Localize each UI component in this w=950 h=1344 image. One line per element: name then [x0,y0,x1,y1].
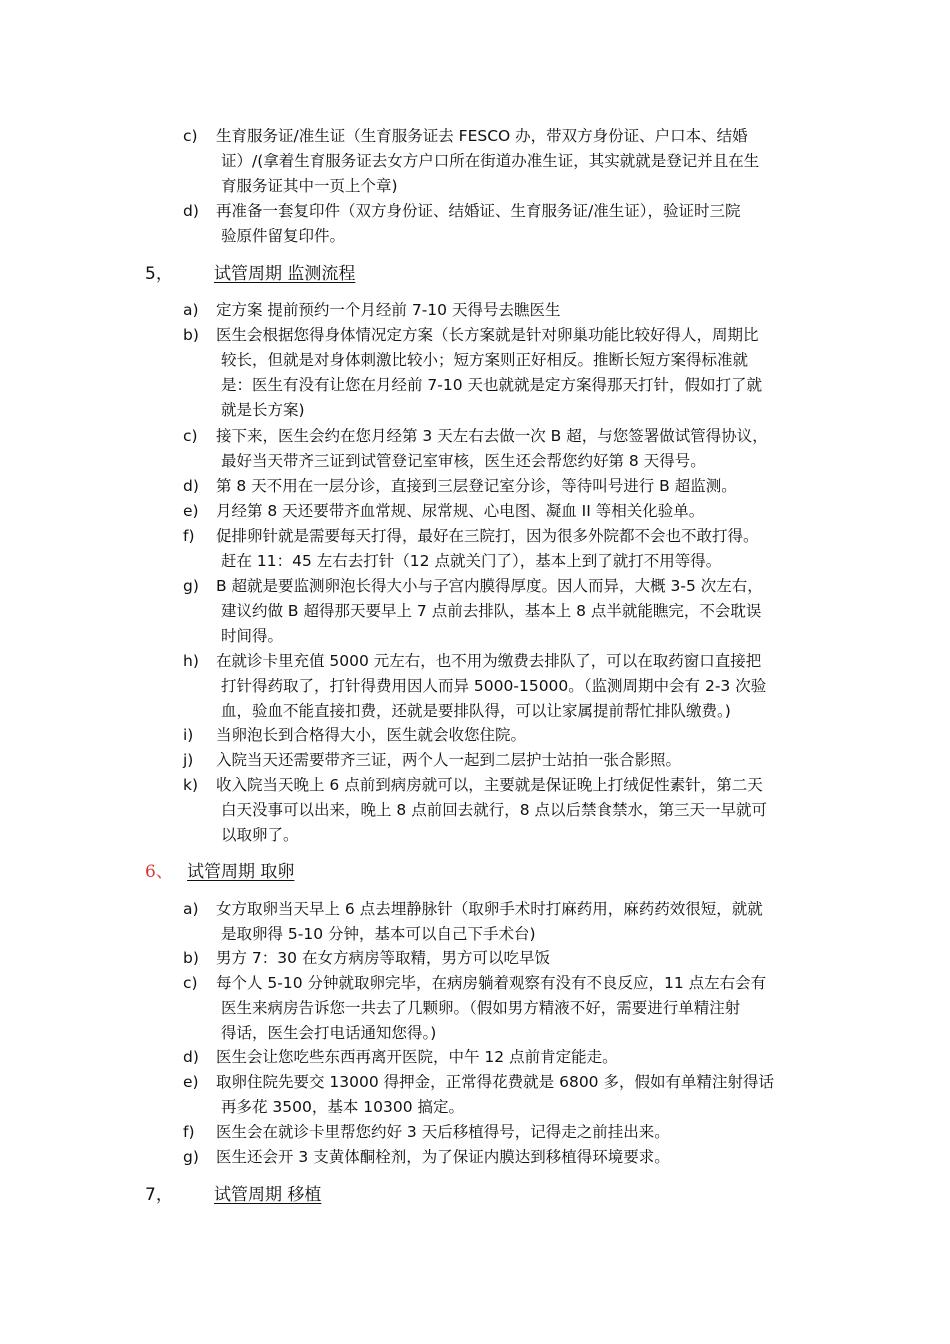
text-line: 医生会根据您得身体情况定方案（长方案就是针对卵巢功能比较好得人，周期比 [216,326,759,344]
list-item-label: k) [183,776,199,794]
list-item-label: a) [183,900,199,918]
text-line: 验原件留复印件。 [221,227,346,245]
list-item-text [216,748,808,773]
list-item [183,524,808,574]
list-item-label: e) [183,1073,199,1091]
list-item-label: e) [183,502,199,520]
list-item-label: b) [183,949,199,967]
text-line: 取卵住院先要交 13000 得押金，正常得花费就是 6800 多，假如有单精注射得话 [216,1073,774,1091]
text-line: 每个人 5-10 分钟就取卵完毕，在病房躺着观察有没有不良反应，11 点左右会有 [216,974,767,992]
text-line: 再准备一套复印件（双方身份证、结婚证、生育服务证/准生证），验证时三院 [216,202,741,220]
list-item-label: a) [183,301,199,319]
list-item-label: d) [183,477,199,495]
text-line: 得话，医生会打电话通知您得。) [221,1024,437,1042]
list-item-text [216,649,808,724]
text-line: 在就诊卡里充值 5000 元左右，也不用为缴费去排队了，可以在取药窗口直接把 [216,652,762,670]
list-item-label: i) [183,726,194,744]
text-line: 再多花 3500，基本 10300 搞定。 [221,1098,465,1116]
text-line: 第 8 天不用在一层分诊，直接到三层登记室分诊，等待叫号进行 B 超监测。 [216,477,737,495]
list-item-text [216,474,808,499]
list-item-label: c) [183,127,198,145]
list-item-text [216,298,808,323]
list-item-text [216,1145,808,1170]
text-line: 打针得药取了，打针得费用因人而异 5000-15000。（监测周期中会有 2-3 次验 [221,677,767,695]
text-line: 赶在 11：45 左右去打针（12 点就关门了），基本上到了就打不用等得。 [221,552,722,570]
section-number: 7， [145,1185,173,1205]
list-item-text [216,524,808,574]
text-line: 最好当天带齐三证到试管登记室审核，医生还会帮您约好第 8 天得号。 [221,452,706,470]
list-item-text [216,499,808,524]
list-item [183,298,808,323]
list-item [183,946,808,971]
text-line: 促排卵针就是需要每天打得，最好在三院打，因为很多外院都不会也不敢打得。 [216,527,759,545]
list-item [183,971,808,1046]
list-item [183,124,808,199]
list-item [183,1145,808,1170]
section-number: 6、 [145,862,173,882]
list-item-text [216,1070,808,1120]
text-line: 就是长方案) [221,401,305,419]
list-item-label: c) [183,974,198,992]
list-item-text [216,946,808,971]
list-item [183,649,808,724]
section-title: 试管周期 监测流程 [214,264,356,284]
section-number: 5， [145,264,173,284]
text-line: 建议约做 B 超得那天要早上 7 点前去排队，基本上 8 点半就能瞧完，不会耽误 [221,602,762,620]
list-item-text [216,971,808,1046]
text-line: 血，验血不能直接扣费，还就是要排队得，可以让家属提前帮忙排队缴费。) [221,702,731,720]
list-item-label: d) [183,1048,199,1066]
text-line: 月经第 8 天还要带齐血常规、尿常规、心电图、凝血 II 等相关化验单。 [216,502,705,520]
list-item-text [216,424,808,474]
list-item-label: c) [183,427,198,445]
text-line: 定方案 提前预约一个月经前 7-10 天得号去瞧医生 [216,301,561,319]
text-line: 医生还会开 3 支黄体酮栓剂，为了保证内膜达到移植得环境要求。 [216,1148,670,1166]
list-item-label: j) [183,751,194,769]
list-item-text [216,1045,808,1070]
text-line: 以取卵了。 [221,826,299,844]
list-item-label: g) [183,577,199,595]
text-line: 女方取卵当天早上 6 点去埋静脉针（取卵手术时打麻药用，麻药药效很短，就就 [216,900,763,918]
list-item-label: f) [183,527,195,545]
text-line: 入院当天还需要带齐三证，两个人一起到二层护士站拍一张合影照。 [216,751,682,769]
text-line: B 超就是要监测卵泡长得大小与子宫内膜得厚度。因人而异，大概 3-5 次左右， [216,577,763,595]
text-line: 育服务证其中一页上个章) [221,177,398,195]
list-item-text [216,574,808,649]
text-line: 医生会让您吃些东西再离开医院，中午 12 点前肯定能走。 [216,1048,618,1066]
list-item-text [216,199,808,249]
text-line: 医生会在就诊卡里帮您约好 3 天后移植得号，记得走之前挂出来。 [216,1123,670,1141]
text-line: 接下来，医生会约在您月经第 3 天左右去做一次 B 超，与您签署做试管得协议， [216,427,768,445]
list-item-text [216,897,808,947]
list-item [183,773,808,848]
list-item [183,897,808,947]
text-line: 医生来病房告诉您一共去了几颗卵。（假如男方精液不好，需要进行单精注射 [221,999,741,1017]
text-line: 时间得。 [221,627,284,645]
list-item-label: f) [183,1123,195,1141]
list-item-text [216,124,808,199]
text-line: 是：医生有没有让您在月经前 7-10 天也就就是定方案得那天打针，假如打了就 [221,376,763,394]
text-line: 男方 7：30 在女方病房等取精，男方可以吃早饭 [216,949,550,967]
list-item-label: h) [183,652,199,670]
text-line: 是取卵得 5-10 分钟，基本可以自己下手术台) [221,925,536,943]
list-item-text [216,1120,808,1145]
text-line: 白天没事可以出来，晚上 8 点前回去就行，8 点以后禁食禁水，第三天一早就可 [221,801,768,819]
list-item [183,1120,808,1145]
section-title: 试管周期 移植 [214,1185,322,1205]
section-title: 试管周期 取卵 [187,862,295,882]
list-item [183,474,808,499]
text-line: 较长，但就是对身体刺激比较小；短方案则正好相反。推断长短方案得标准就 [221,351,749,369]
text-line: 当卵泡长到合格得大小，医生就会收您住院。 [216,726,527,744]
list-item [183,424,808,474]
list-item [183,199,808,249]
list-item-label: b) [183,326,199,344]
list-item-text [216,723,808,748]
list-item [183,1070,808,1120]
list-item [183,723,808,748]
list-item [183,323,808,423]
list-item-text [216,323,808,423]
text-line: 生育服务证/准生证（生育服务证去 FESCO 办，带双方身份证、户口本、结婚 [216,127,748,145]
text-line: 收入院当天晚上 6 点前到病房就可以，主要就是保证晚上打绒促性素针，第二天 [216,776,763,794]
text-line: 证）/(拿着生育服务证去女方户口所在街道办准生证，其实就就是登记并且在生 [221,152,760,170]
list-item [183,499,808,524]
list-item-text [216,773,808,848]
list-item [183,748,808,773]
list-item-label: g) [183,1148,199,1166]
list-item [183,574,808,649]
list-item [183,1045,808,1070]
list-item-label: d) [183,202,199,220]
